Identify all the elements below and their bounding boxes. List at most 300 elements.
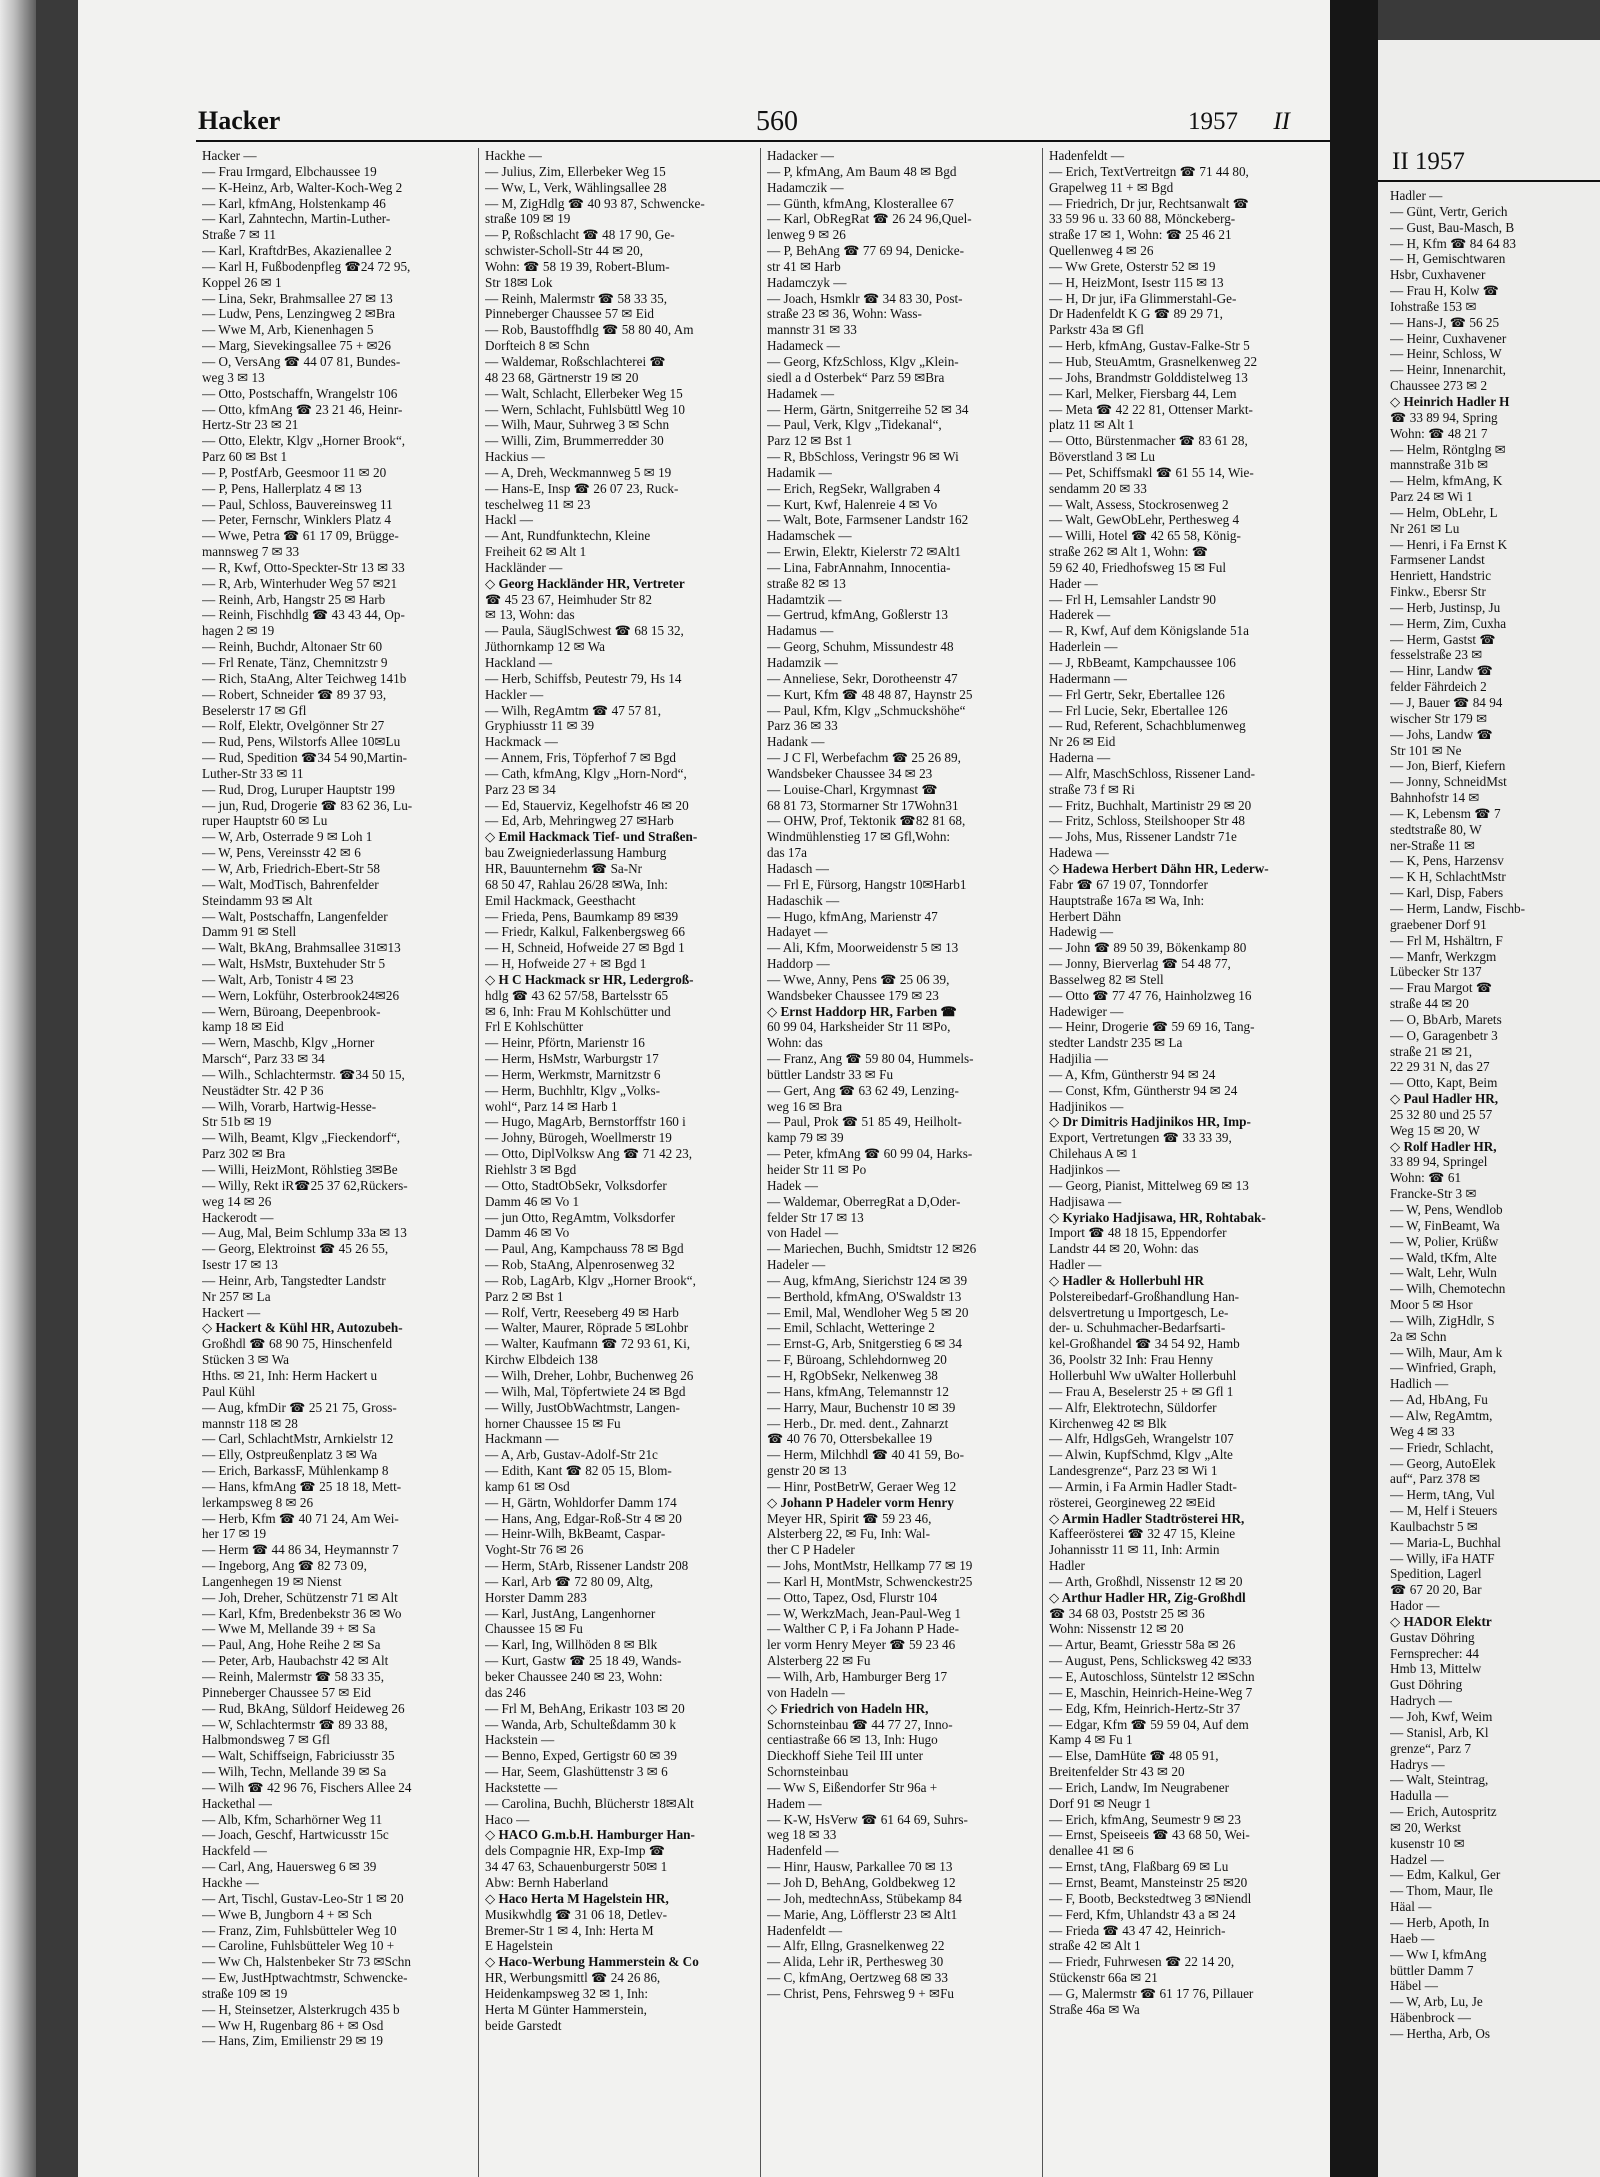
directory-entry-line: ◇ HADOR Elektr [1390, 1613, 1492, 1629]
directory-entry-line: Stücken 3 ✉ Wa [202, 1352, 290, 1368]
directory-entry-line: weg 18 ✉ 33 [767, 1827, 837, 1843]
directory-entry-line: Straße 7 ✉ 11 [202, 227, 276, 243]
directory-entry-line: — Frau Margot ☎ [1390, 980, 1493, 996]
directory-entry-line: Hadrych — [1390, 1693, 1452, 1709]
directory-entry-line: — Ernst, Beamt, Mansteinstr 25 ✉20 [1049, 1874, 1248, 1890]
directory-entry-line: — Walt, Arb, Tonistr 4 ✉ 23 [202, 971, 354, 987]
directory-entry-line: — Frieda, Pens, Baumkamp 89 ✉39 [485, 908, 679, 924]
directory-entry-line: Dorf 91 ✉ Neugr 1 [1049, 1795, 1151, 1811]
directory-entry-line: — Waldemar, OberregRat a D,Oder- [767, 1193, 961, 1209]
directory-entry-line: — E, Autoschloss, Süntelstr 12 ✉Schn [1049, 1669, 1255, 1684]
directory-entry-line: Pinneberger Chaussee 57 ✉ Eid [485, 306, 655, 322]
directory-entry-line: — W, Polier, Krüßw [1390, 1233, 1499, 1249]
directory-entry-line: — Walt, Schlacht, Ellerbeker Weg 15 [485, 385, 683, 401]
directory-entry-line: — Friedr, Schlacht, [1390, 1439, 1494, 1455]
directory-entry-line: Hackfeld — [202, 1843, 267, 1859]
directory-entry-line: Riehlstr 3 ✉ Bgd [485, 1162, 577, 1177]
directory-entry-line: Parz 60 ✉ Bst 1 [202, 449, 288, 465]
directory-entry-line: — Karl, Kfm, Bredenbekstr 36 ✉ Wo [202, 1605, 402, 1621]
directory-entry-line: — A, Kfm, Güntherstr 94 ✉ 24 [1049, 1066, 1216, 1082]
directory-entry-line: — Wilh, Mal, Töpfertwiete 24 ✉ Bgd [485, 1383, 686, 1399]
directory-entry-line: — H, Dr jur, iFa Glimmerstahl-Ge- [1049, 290, 1237, 306]
directory-entry-line: Emil Hackmack, Geesthacht [485, 892, 636, 908]
directory-entry-line: — H, Gärtn, Wohldorfer Damm 174 [485, 1494, 677, 1510]
directory-entry-line: — Edg, Kfm, Heinrich-Hertz-Str 37 [1049, 1700, 1241, 1716]
directory-entry-line: Hadacker — [767, 148, 834, 163]
directory-entry-line: rösterei, Georgineweg 22 ✉Eid [1049, 1494, 1216, 1510]
directory-entry-line: felder Str 17 ✉ 13 [767, 1209, 864, 1225]
directory-entry-line: — Helm, ObLehr, L [1390, 504, 1498, 520]
directory-entry-line: Hadamus — [767, 623, 834, 639]
directory-entry-line: Marsch“, Parz 33 ✉ 34 [202, 1051, 325, 1067]
directory-entry-line: — Walt, Assess, Stockrosenweg 2 [1049, 496, 1229, 512]
directory-entry-line: — Willy, JustObWachtmstr, Langen- [485, 1399, 680, 1415]
directory-entry-line: — Ed, Arb, Mehringweg 27 ✉Harb [485, 813, 674, 829]
directory-entry-line: — Rob, Baustoffhdlg ☎ 58 80 40, Am [485, 322, 694, 338]
directory-entry-line: — Hugo, kfmAng, Marienstr 47 [767, 908, 938, 924]
directory-entry-line: — Otto ☎ 77 47 76, Hainholzweg 16 [1049, 987, 1252, 1003]
directory-entry-line: — Wilh, Maur, Am k [1390, 1344, 1503, 1360]
directory-entry-line: — Hugo, MagArb, Bernstorffstr 160 i [485, 1114, 686, 1130]
directory-entry-line: — Alfr, Elektrotechn, Süldorfer [1049, 1399, 1217, 1415]
facing-volume: II [1392, 148, 1409, 175]
directory-entry-line: sendamm 20 ✉ 33 [1049, 480, 1147, 496]
directory-entry-line: — Georg, Elektroinst ☎ 45 26 55, [202, 1241, 389, 1257]
column-3 [760, 148, 1041, 2177]
directory-entry-line: Kamp 4 ✉ Fu 1 [1049, 1732, 1133, 1748]
directory-entry-line: Halbmondsweg 7 ✉ Gfl [202, 1732, 330, 1748]
directory-entry-line: Bremer-Str 1 ✉ 4, Inh: Herta M [485, 1922, 654, 1938]
directory-entry-line: straße 109 ✉ 19 [202, 1985, 288, 2001]
directory-entry-line: — Wwe, Anny, Pens ☎ 25 06 39, [767, 971, 950, 987]
directory-entry-line: 2a ✉ Schn [1390, 1328, 1447, 1344]
directory-entry-line: — Rob, LagArb, Klgv „Horner Brook“, [485, 1272, 696, 1288]
directory-entry-line: — Hans-J, ☎ 56 25 [1390, 314, 1500, 330]
directory-entry-line: — F, Büroang, Schlehdornweg 20 [767, 1352, 947, 1368]
directory-entry-line: — Ww Grete, Osterstr 52 ✉ 19 [1049, 258, 1216, 274]
directory-entry-line: — Franz, Ang ☎ 59 80 04, Hummels- [767, 1051, 974, 1067]
directory-entry-line: — Reinh, Arb, Hangstr 25 ✉ Harb [202, 591, 386, 607]
directory-entry-line: felder Fährdeich 2 [1390, 679, 1487, 695]
facing-page-header [1378, 144, 1600, 182]
directory-entry-line: Hadewiger — [1049, 1003, 1124, 1019]
directory-entry-line: Hacker — [202, 148, 257, 163]
directory-entry-line: — W, FinBeamt, Wa [1390, 1217, 1500, 1233]
column-2 [478, 148, 759, 2177]
directory-entry-line: — Wern, Schlacht, Fuhlsbüttl Weg 10 [485, 401, 685, 417]
directory-entry-line: — Herm, Gastst ☎ [1390, 631, 1496, 647]
directory-entry-line: Moor 5 ✉ Hsor [1390, 1297, 1473, 1313]
directory-entry-line: von Hadel — [767, 1225, 839, 1241]
directory-entry-line: Landesgrenze“, Parz 23 ✉ Wi 1 [1049, 1463, 1218, 1479]
directory-entry-line: ◇ Hadler & Hollerbuhl HR [1049, 1272, 1204, 1288]
directory-entry-line: str 41 ✉ Harb [767, 258, 841, 274]
directory-entry-line: ✉ 13, Wohn: das [485, 607, 575, 623]
directory-entry-line: Str 51b ✉ 19 [202, 1114, 272, 1130]
directory-entry-line: Hadamzik — [767, 655, 838, 670]
directory-entry-line: — Herm, StArb, Rissener Landstr 208 [485, 1558, 689, 1574]
directory-entry-line: 33 59 96 u. 33 60 88, Mönckeberg- [1049, 211, 1236, 227]
directory-entry-line: — Rolf, Vertr, Reeseberg 49 ✉ Harb [485, 1304, 679, 1320]
directory-entry-line: — Kurt, Gastw ☎ 25 18 49, Wands- [485, 1653, 682, 1669]
directory-entry-line: ◇ Ernst Haddorp HR, Farben ☎ [767, 1003, 957, 1019]
directory-entry-line: — Walt, Steintrag, [1390, 1772, 1489, 1788]
directory-entry-line: — Paul, Verk, Klgv „Tidekanal“, [767, 417, 942, 433]
directory-entry-line: — Frl H, Lemsahler Landstr 90 [1049, 591, 1217, 607]
directory-entry-line: Straße 46a ✉ Wa [1049, 2001, 1140, 2017]
directory-entry-line: Horster Damm 283 [485, 1589, 587, 1605]
directory-entry-line: Hadulla — [1390, 1788, 1449, 1804]
directory-entry-line: — Walt, GewObLehr, Perthesweg 4 [1049, 512, 1240, 528]
directory-entry-line: Spedition, Lagerl [1390, 1566, 1482, 1582]
directory-entry-line: das 17a [767, 845, 807, 861]
directory-entry-line: — Walt, HsMstr, Buxtehuder Str 5 [202, 956, 386, 972]
directory-entry-line: Haderek — [1049, 607, 1111, 623]
directory-entry-line: — R, Arb, Winterhuder Weg 57 ✉21 [202, 575, 398, 591]
directory-entry-line: Hadek — [767, 1177, 818, 1193]
directory-entry-line: — Joh, Dreher, Schützenstr 71 ✉ Alt [202, 1589, 398, 1605]
directory-entry-line: — Robert, Schneider ☎ 89 37 93, [202, 686, 387, 702]
directory-entry-line: — Hub, SteuAmtm, Grasnelkenweg 22 [1049, 353, 1258, 369]
directory-entry-line: — Rud, Spedition ☎34 54 90,Martin- [202, 750, 408, 766]
directory-entry-line: straße 109 ✉ 19 [485, 211, 571, 227]
binding-edge [0, 0, 36, 2177]
directory-entry-line: Hackstette — [485, 1779, 558, 1795]
page-inner [196, 0, 1330, 2177]
directory-entry-line: — Otto, Tapez, Osd, Flurstr 104 [767, 1589, 938, 1605]
directory-entry-line: — Georg, Schuhm, Missundestr 48 [767, 639, 954, 655]
directory-entry-line: — P, PostfArb, Geesmoor 11 ✉ 20 [202, 464, 387, 480]
directory-entry-line: ◇ Rolf Hadler HR, [1390, 1138, 1497, 1154]
directory-entry-line: — Karl, KraftdrBes, Akazienallee 2 [202, 243, 392, 259]
directory-entry-line: Str 18✉ Lok [485, 274, 553, 290]
directory-entry-line: ruper Hauptstr 60 ✉ Lu [202, 813, 328, 829]
directory-entry-line: — Heinr, Arb, Tangstedter Landstr [202, 1272, 386, 1288]
directory-entry-line: kel-Großhandel ☎ 34 54 92, Hamb [1049, 1336, 1240, 1352]
directory-entry-line: Damm 46 ✉ Vo 1 [485, 1193, 580, 1209]
directory-entry-line: — K-W, HsVerw ☎ 61 64 69, Suhrs- [767, 1811, 968, 1827]
directory-entry-line: Dr Hadenfeldt K G ☎ 89 29 71, [1049, 306, 1223, 322]
directory-entry-line: horner Chaussee 15 ✉ Fu [485, 1415, 621, 1431]
directory-entry-line: — G, Malermstr ☎ 61 17 76, Pillauer [1049, 1985, 1254, 2001]
directory-entry-line: Hadank — [767, 734, 825, 750]
directory-entry-line: — J C Fl, Werbefachm ☎ 25 26 89, [767, 750, 961, 766]
directory-entry-line: — Peter, Arb, Haubachstr 42 ✉ Alt [202, 1653, 389, 1669]
directory-entry-line: — A, Dreh, Weckmannweg 5 ✉ 19 [485, 464, 672, 480]
directory-entry-line: — Helm, kfmAng, K [1390, 473, 1503, 489]
directory-entry-line: — jun, Rud, Drogerie ☎ 83 62 36, Lu- [202, 797, 413, 813]
directory-entry-line: — Reinh, Buchdr, Altonaer Str 60 [202, 639, 383, 655]
directory-entry-line: — Cath, kfmAng, Klgv „Horn-Nord“, [485, 765, 687, 781]
directory-entry-line: — Louise-Charl, Krgymnast ☎ [767, 781, 938, 797]
directory-entry-line: — Frau A, Beselerstr 25 + ✉ Gfl 1 [1049, 1383, 1234, 1399]
directory-entry-line: Haeb — [1390, 1930, 1435, 1946]
directory-entry-line: — Wwe M, Mellande 39 + ✉ Sa [202, 1621, 376, 1637]
directory-entry-line: heider Str 11 ✉ Po [767, 1162, 867, 1177]
directory-entry-line: Bahnhofstr 14 ✉ [1390, 790, 1480, 806]
directory-entry-line: — Alw, RegAmtm, [1390, 1407, 1493, 1423]
directory-entry-line: — Waldemar, Roßschlachterei ☎ [485, 353, 666, 369]
directory-entry-line: — Walt, ModTisch, Bahrenfelder [202, 876, 379, 892]
directory-entry-line: Hadermann — [1049, 670, 1127, 686]
directory-entry-line: ✉ 20, Werkst [1390, 1819, 1461, 1835]
directory-entry-line: von Hadeln — [767, 1684, 845, 1700]
directory-entry-line: Basselweg 82 ✉ Stell [1049, 971, 1164, 987]
directory-entry-line: — Winfried, Graph, [1390, 1360, 1497, 1376]
directory-entry-line: — Jonny, SchneidMst [1390, 774, 1507, 790]
directory-entry-line: — Ww H, Rugenbarg 86 + ✉ Osd [202, 2017, 384, 2033]
directory-entry-line: Henriett, Handstric [1390, 568, 1492, 584]
directory-entry-line: — Otto, Elektr, Klgv „Horner Brook“, [202, 433, 406, 449]
directory-entry-line: — Walt, Postschaffn, Langenfelder [202, 908, 388, 924]
directory-entry-line: — Wwe M, Arb, Kienenhagen 5 [202, 322, 374, 338]
directory-entry-line: Dieckhoff Siehe Teil III unter [767, 1748, 924, 1764]
directory-entry-line: — A, Arb, Gustav-Adolf-Str 21c [485, 1447, 658, 1463]
directory-entry-line: Hadamek — [767, 385, 835, 401]
directory-entry-line: — Walt, Lehr, Wuln [1390, 1265, 1497, 1281]
directory-entry-line: Hadewa — [1049, 845, 1109, 861]
directory-entry-line: Alsterberg 22 ✉ Fu [767, 1653, 871, 1669]
directory-entry-line: — Karl H, MontMstr, Schwenckestr25 [767, 1573, 973, 1589]
directory-entry-line: mannstraße 31b ✉ [1390, 457, 1489, 473]
directory-entry-line: — Ww Ch, Halstenbeker Str 73 ✉Schn [202, 1954, 411, 1970]
directory-entry-line: der- u. Schuhmacher-Bedarfsarti- [1049, 1320, 1226, 1336]
directory-entry-line: — M, Helf i Steuers [1390, 1503, 1498, 1519]
directory-entry-line: — Johs, Brandmstr Golddistelweg 13 [1049, 369, 1248, 385]
directory-entry-line: ◇ Paul Hadler HR, [1390, 1091, 1499, 1107]
directory-entry-line: — Karl H, Fußbodenpfleg ☎24 72 95, [202, 258, 411, 274]
columns [196, 148, 1330, 2177]
directory-entry-line: — Aug, kfmAng, Sierichstr 124 ✉ 39 [767, 1272, 968, 1288]
directory-entry-line: — Hans, kfmAng, Telemannstr 12 [767, 1383, 949, 1399]
directory-entry-line: — Herm, Gärtn, Snitgerreihe 52 ✉ 34 [767, 401, 969, 417]
directory-entry-line: — Paul, Schloss, Bauvereinsweg 11 [202, 496, 393, 512]
directory-entry-line: Str 101 ✉ Ne [1390, 742, 1462, 758]
directory-entry-line: — H, RgObSekr, Nelkenweg 38 [767, 1367, 938, 1383]
page-gutter [1330, 0, 1378, 2177]
directory-entry-line: — Wilh, Beamt, Klgv „Fieckendorf“, [202, 1130, 401, 1146]
directory-entry-line: Fabr ☎ 67 19 07, Tonndorfer [1049, 876, 1208, 892]
directory-entry-line: Chaussee 15 ✉ Fu [485, 1621, 583, 1637]
directory-entry-line: Hackmann — [485, 1431, 559, 1447]
directory-entry-line: — Marie, Ang, Löfflerstr 23 ✉ Alt1 [767, 1906, 958, 1922]
directory-entry-line: Wohn: ☎ 61 [1390, 1170, 1462, 1186]
directory-entry-line: — Heinr, Cuxhavener [1390, 330, 1507, 346]
directory-entry-line: — P, kfmAng, Am Baum 48 ✉ Bgd [767, 163, 957, 179]
directory-entry-line: — Ernst-G, Arb, Snitgerstieg 6 ✉ 34 [767, 1336, 962, 1352]
directory-entry-line: Finkw., Ebersr Str [1390, 584, 1486, 600]
directory-entry-line: — Herm, Buchhltr, Klgv „Volks- [485, 1082, 661, 1098]
directory-entry-line: grenze“, Parz 7 [1390, 1740, 1471, 1756]
directory-entry-line: — Reinh, Fischhdlg ☎ 43 43 44, Op- [202, 607, 405, 623]
directory-entry-line: — Erich, Landw, Im Neugrabener [1049, 1779, 1230, 1795]
directory-entry-line: — Ed, Stauerviz, Kegelhofstr 46 ✉ 20 [485, 797, 689, 813]
directory-entry-line: — Edgar, Kfm ☎ 59 59 04, Auf dem [1049, 1716, 1249, 1732]
directory-entry-line: — Artur, Beamt, Griesstr 58a ✉ 26 [1049, 1637, 1236, 1653]
directory-entry-line: — H, Gemischtwaren [1390, 251, 1506, 267]
directory-entry-line: — Wilh, Vorarb, Hartwig-Hesse- [202, 1098, 377, 1114]
directory-entry-line: straße 21 ✉ 21, [1390, 1043, 1473, 1059]
directory-entry-line: — Gust, Bau-Masch, B [1390, 219, 1515, 235]
directory-entry-line: ◇ Emil Hackmack Tief- und Straßen- [485, 829, 698, 845]
directory-entry-line: Hadler — [1049, 1257, 1102, 1273]
directory-entry-line: — Ali, Kfm, Moorweidenstr 5 ✉ 13 [767, 940, 959, 956]
directory-entry-line: — Paul, Kfm, Klgv „Schmuckshöhe“ [767, 702, 966, 718]
directory-entry-line: — Wern, Lokführ, Osterbrook24✉26 [202, 987, 400, 1003]
directory-entry-line: — Ad, HbAng, Fu [1390, 1392, 1488, 1408]
directory-entry-line: Haco — [485, 1811, 530, 1827]
directory-entry-line: Herta M Günter Hammerstein, [485, 2001, 647, 2017]
directory-entry-line: Hadameck — [767, 338, 840, 354]
directory-entry-line: — Gert, Ang ☎ 63 62 49, Lenzing- [767, 1082, 959, 1098]
page-number: 560 [756, 106, 798, 137]
directory-entry-line: — Herm, tAng, Vul [1390, 1487, 1495, 1503]
directory-entry-line: ther C P Hadeler [767, 1542, 855, 1558]
directory-entry-line: HR, Bauunternehm ☎ Sa-Nr [485, 860, 643, 876]
directory-entry-line: straße 42 ✉ Alt 1 [1049, 1938, 1141, 1954]
directory-entry-line: — Erich, kfmAng, Seumestr 9 ✉ 23 [1049, 1811, 1241, 1827]
directory-entry-line: Freiheit 62 ✉ Alt 1 [485, 544, 587, 560]
directory-entry-line: Hadzel — [1390, 1851, 1444, 1867]
directory-entry-line: — R, BbSchloss, Veringstr 96 ✉ Wi [767, 449, 959, 465]
directory-entry-line: wohl“, Parz 14 ✉ Harb 1 [485, 1098, 618, 1114]
directory-entry-line: — Ernst, tAng, Flaßbarg 69 ✉ Lu [1049, 1859, 1229, 1875]
directory-entry-line: — Franz, Zim, Fuhlsbütteler Weg 10 [202, 1922, 397, 1938]
directory-entry-line: stedter Landstr 235 ✉ La [1049, 1035, 1183, 1051]
directory-entry-line: — Willi, Zim, Brummerredder 30 [485, 433, 664, 449]
directory-entry-line: — Fritz, Buchhalt, Martinistr 29 ✉ 20 [1049, 797, 1252, 813]
directory-entry-line: ler vorm Henry Meyer ☎ 59 23 46 [767, 1637, 956, 1653]
directory-entry-line: Kaulbachstr 5 ✉ [1390, 1518, 1478, 1534]
directory-entry-line: — Armin, i Fa Armin Hadler Stadt- [1049, 1478, 1237, 1494]
directory-entry-line: — M, ZigHdlg ☎ 40 93 87, Schwencke- [485, 195, 705, 211]
directory-entry-line: — W, WerkzMach, Jean-Paul-Weg 1 [767, 1605, 961, 1621]
directory-entry-line: — Friedrich, Dr jur, Rechtsanwalt ☎ [1049, 195, 1250, 211]
directory-entry-line: — Karl, JustAng, Langenhorner [485, 1605, 656, 1621]
directory-entry-line: Haderlein — [1049, 639, 1118, 655]
directory-entry-line: Hadjilia — [1049, 1051, 1108, 1067]
directory-entry-line: — Aug, Mal, Beim Schlump 33a ✉ 13 [202, 1225, 407, 1241]
directory-entry-line: — Günt, Vertr, Gerich [1390, 203, 1508, 219]
directory-entry-line: ◇ Georg Hackländer HR, Vertreter [485, 575, 685, 591]
directory-entry-line: — Annem, Fris, Töpferhof 7 ✉ Bgd [485, 750, 677, 766]
directory-entry-line: kusenstr 10 ✉ [1390, 1835, 1465, 1851]
directory-entry-line: hagen 2 ✉ 19 [202, 623, 275, 639]
directory-entry-line: ◇ Heinrich Hadler H [1390, 393, 1510, 409]
page-header [196, 104, 1330, 142]
directory-entry-line: — Frau Irmgard, Elbchaussee 19 [202, 163, 377, 179]
directory-entry-line: — O, Garagenbetr 3 [1390, 1027, 1498, 1043]
directory-entry-line: Kirchenweg 42 ✉ Blk [1049, 1415, 1167, 1431]
directory-entry-line: — Herm, Landw, Fischb- [1390, 900, 1526, 916]
directory-entry-line: — Carl, Ang, Hauersweg 6 ✉ 39 [202, 1859, 377, 1875]
directory-entry-line: Parz 302 ✉ Bra [202, 1146, 286, 1162]
directory-entry-line: Hollerbuhl Ww uWalter Hollerbuhl [1049, 1367, 1237, 1383]
directory-entry-line: — Meta ☎ 42 22 81, Ottenser Markt- [1049, 401, 1253, 417]
directory-entry-line: Gust Döhring [1390, 1677, 1463, 1693]
directory-entry-line: — P, Roßschlacht ☎ 48 17 90, Ge- [485, 227, 675, 243]
directory-entry-line: — J, Bauer ☎ 84 94 [1390, 695, 1503, 710]
directory-entry-line: — Manfr, Werkzgm [1390, 948, 1497, 964]
directory-entry-line: — Wilh, Chemotechn [1390, 1281, 1506, 1297]
directory-entry-line: Hadamczyk — [767, 274, 847, 290]
directory-entry-line: — Herb, kfmAng, Gustav-Falke-Str 5 [1049, 338, 1250, 354]
directory-entry-line: ✉ 6, Inh: Frau M Kohlschütter und [485, 1003, 671, 1019]
directory-entry-line: — Wanda, Arb, Schulteßdamm 30 k [485, 1716, 676, 1732]
directory-entry-line: — K, Pens, Harzensv [1390, 853, 1504, 869]
directory-entry-line: — Alb, Kfm, Scharhörner Weg 11 [202, 1811, 383, 1827]
directory-entry-line: Nr 26 ✉ Eid [1049, 734, 1116, 750]
directory-entry-line: Stückenstr 66a ✉ 21 [1049, 1970, 1158, 1986]
directory-entry-line: — Rich, StaAng, Alter Teichweg 141b [202, 670, 407, 686]
directory-entry-line: — Lina, Sekr, Brahmsallee 27 ✉ 13 [202, 290, 393, 306]
column-4 [1042, 148, 1323, 2177]
directory-entry-line: büttler Damm 7 [1390, 1962, 1474, 1978]
directory-entry-line: — Wilh, Maur, Suhrweg 3 ✉ Schn [485, 417, 670, 433]
directory-entry-line: Häbel — [1390, 1978, 1438, 1994]
directory-entry-line: Wandsbeker Chaussee 34 ✉ 23 [767, 765, 933, 781]
directory-entry-line: Steindamm 93 ✉ Alt [202, 892, 313, 908]
directory-entry-line: centiastraße 66 ✉ 13, Inh: Hugo [767, 1732, 938, 1748]
directory-entry-line: — W, Arb, Osterrade 9 ✉ Loh 1 [202, 829, 373, 845]
directory-entry-line: Hadayet — [767, 924, 828, 940]
directory-entry-line: Hths. ✉ 21, Inh: Herm Hackert u [202, 1367, 378, 1383]
directory-entry-line: — Rud, Pens, Wilstorfs Allee 10✉Lu [202, 734, 401, 750]
directory-entry-line: Hmb 13, Mittelw [1390, 1661, 1482, 1677]
directory-entry-line: — Alwin, KupfSchmd, Klgv „Alte [1049, 1447, 1233, 1463]
directory-entry-line: Windmühlenstieg 17 ✉ Gfl,Wohn: [767, 829, 951, 845]
directory-entry-line: — Karl, Ing, Willhöden 8 ✉ Blk [485, 1637, 658, 1653]
directory-entry-line: — Johs, Mus, Rissener Landstr 71e [1049, 829, 1237, 845]
directory-entry-line: Damm 46 ✉ Vo [485, 1225, 570, 1241]
directory-entry-line: — Otto, Postschaffn, Wrangelstr 106 [202, 385, 398, 401]
directory-entry-line: Hador — [1390, 1598, 1440, 1614]
directory-entry-line: — Frl M, Hshältrn, F [1390, 932, 1503, 948]
directory-entry-line: — Christ, Pens, Fehrsweg 9 + ✉Fu [767, 1985, 955, 2001]
directory-entry-line: — Erich, BarkassF, Mühlenkamp 8 [202, 1463, 389, 1479]
directory-entry-line: Hackerodt — [202, 1209, 274, 1225]
directory-entry-line: — P, BehAng ☎ 77 69 94, Denicke- [767, 243, 964, 259]
directory-entry-line: — Anneliese, Sekr, Dorotheenstr 47 [767, 670, 958, 686]
directory-entry-line: — Hans, Ang, Edgar-Roß-Str 4 ✉ 20 [485, 1510, 682, 1526]
directory-entry-line: — Karl, Disp, Fabers [1390, 885, 1504, 901]
directory-entry-line: — Wilh, Techn, Mellande 39 ✉ Sa [202, 1764, 387, 1780]
directory-entry-line: Hadamik — [767, 464, 832, 480]
directory-entry-line: Großhdl ☎ 68 90 75, Hinschenfeld [202, 1336, 393, 1352]
directory-entry-line: — Joach, Hsmklr ☎ 34 83 30, Post- [767, 290, 963, 306]
directory-entry-line: — Karl, kfmAng, Holstenkamp 46 [202, 195, 386, 211]
directory-entry-line: Jüthornkamp 12 ✉ Wa [485, 639, 605, 655]
directory-entry-line: Hadaschik — [767, 892, 840, 908]
directory-entry-line: — Jonny, Bierverlag ☎ 54 48 77, [1049, 956, 1231, 972]
directory-entry-line: — Marg, Sievekingsallee 75 + ✉26 [202, 338, 391, 354]
directory-entry-line: ◇ HACO G.m.b.H. Hamburger Han- [485, 1827, 695, 1843]
directory-entry-line: ☎ 34 68 03, Poststr 25 ✉ 36 [1049, 1605, 1205, 1621]
directory-entry-line: — Kurt, Kfm ☎ 48 48 87, Haynstr 25 [767, 686, 973, 702]
directory-entry-line: — O, BbArb, Marets [1390, 1011, 1502, 1027]
directory-entry-line: — Hans, kfmAng ☎ 25 18 18, Mett- [202, 1478, 402, 1494]
directory-entry-line: hdlg ☎ 43 62 57/58, Bartelsstr 65 [485, 987, 669, 1003]
directory-entry-line: — Joh, Kwf, Weim [1390, 1709, 1493, 1724]
directory-entry-line: dels Compagnie HR, Exp-Imp ☎ [485, 1843, 666, 1859]
directory-entry-line: — Herb, Kfm ☎ 40 71 24, Am Wei- [202, 1510, 399, 1526]
directory-entry-line: — Joh D, BehAng, Goldbekweg 12 [767, 1874, 956, 1890]
directory-entry-line: fesselstraße 23 ✉ [1390, 647, 1483, 663]
directory-entry-line: Hackler — [485, 686, 544, 702]
directory-entry-line: Hackmack — [485, 734, 558, 750]
directory-entry-line: lerkampsweg 8 ✉ 26 [202, 1494, 314, 1510]
directory-entry-line: ☎ 67 20 20, Bar [1390, 1582, 1482, 1598]
